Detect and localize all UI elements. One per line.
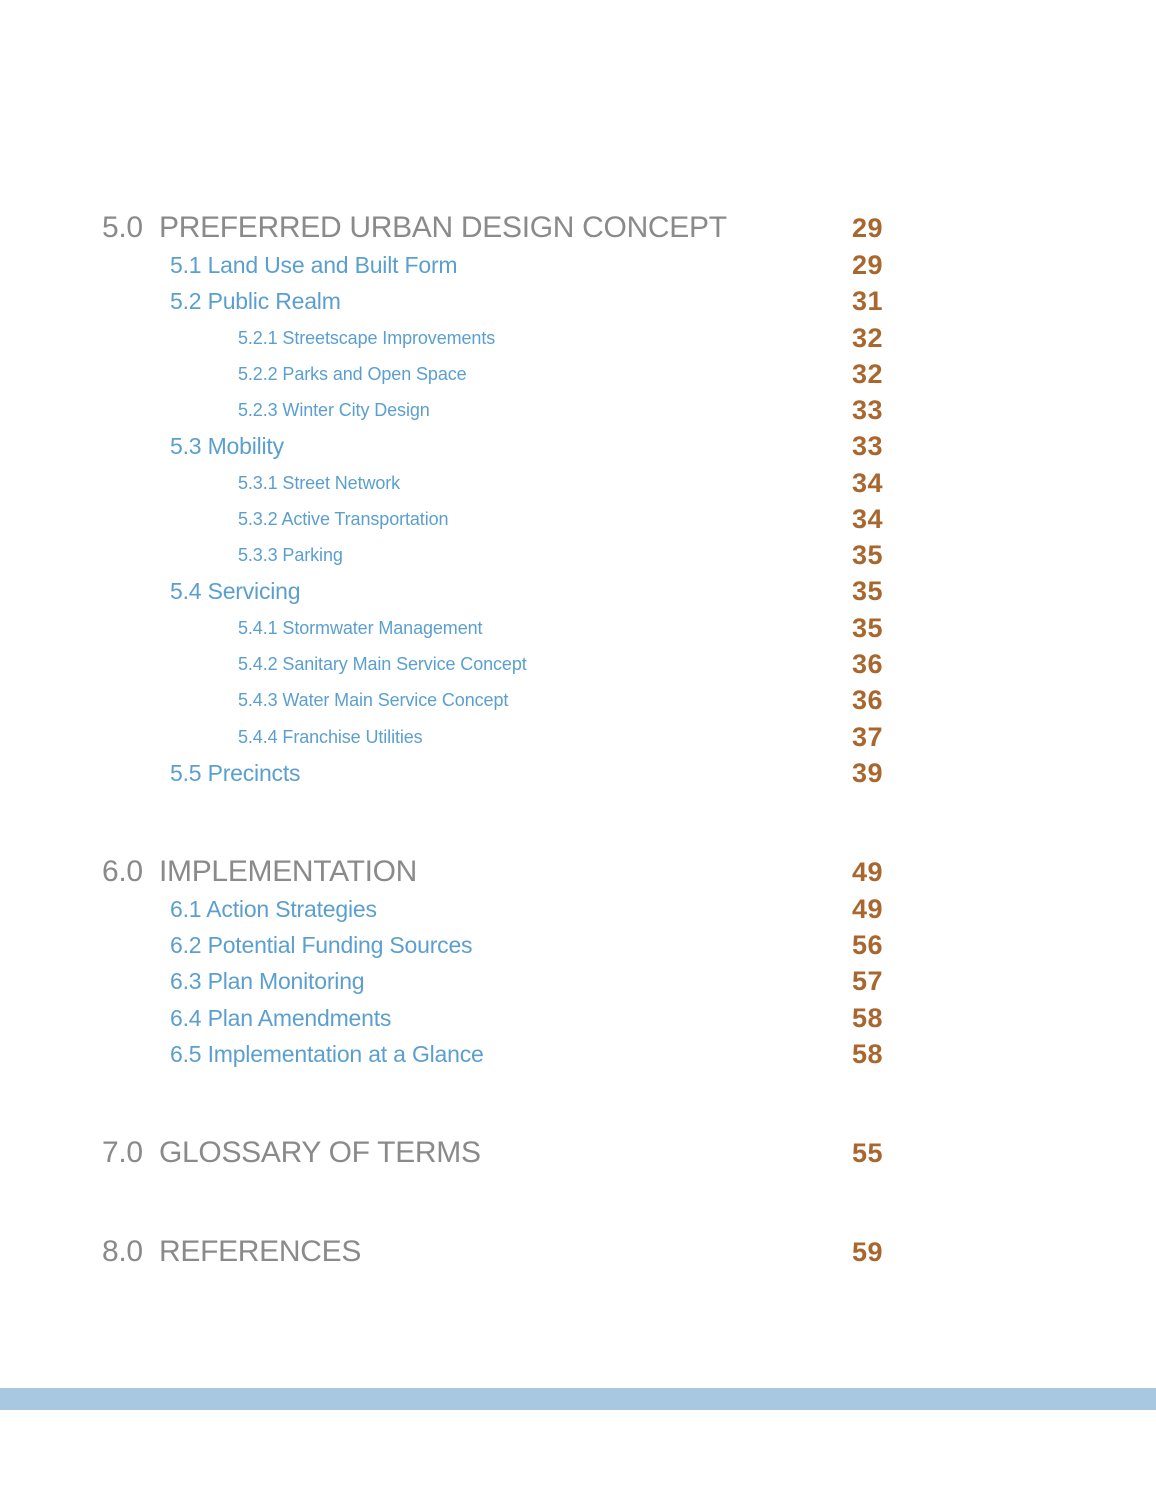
toc-entry-label: 5.3 Mobility	[170, 432, 284, 459]
toc-section-6[interactable]	[0, 854, 1156, 890]
page-number: 32	[851, 358, 883, 389]
page-number: 49	[851, 893, 883, 924]
page-number: 49	[851, 856, 883, 887]
section-title: PREFERRED URBAN DESIGN CONCEPT	[159, 211, 727, 244]
toc-entry-label: 6.3 Plan Monitoring	[170, 967, 365, 994]
section-title: GLOSSARY OF TERMS	[159, 1136, 481, 1169]
toc-subentry[interactable]	[0, 465, 1156, 501]
toc-entry-label: 6.5 Implementation at a Glance	[170, 1040, 484, 1067]
toc-subentry[interactable]	[0, 719, 1156, 755]
toc-entry-label: 5.1 Land Use and Built Form	[170, 251, 458, 278]
toc-subentry[interactable]	[0, 610, 1156, 646]
page-number: 35	[851, 575, 883, 606]
footer-bar	[0, 1388, 1156, 1410]
page-number: 34	[851, 467, 883, 498]
toc-entry[interactable]	[0, 247, 1156, 283]
toc-subentry[interactable]	[0, 537, 1156, 573]
toc-subentry[interactable]	[0, 646, 1156, 682]
toc-section-5[interactable]	[0, 210, 1156, 246]
toc-subentry-label: 5.4.2 Sanitary Main Service Concept	[238, 653, 527, 674]
section-number: 6.0	[102, 855, 143, 888]
toc-entry[interactable]	[0, 755, 1156, 791]
page-number: 31	[851, 285, 883, 316]
page-number: 33	[851, 430, 883, 461]
page-number: 34	[851, 503, 883, 534]
section-title: IMPLEMENTATION	[159, 855, 418, 888]
toc-subentry[interactable]	[0, 356, 1156, 392]
page-number: 59	[851, 1236, 883, 1267]
toc-subentry[interactable]	[0, 392, 1156, 428]
page-number: 58	[851, 1002, 883, 1033]
toc-entry[interactable]	[0, 283, 1156, 319]
toc-entry[interactable]	[0, 963, 1156, 999]
page-number: 39	[851, 757, 883, 788]
toc-entry-label: 5.4 Servicing	[170, 577, 301, 604]
toc-subentry-label: 5.2.1 Streetscape Improvements	[238, 327, 496, 348]
toc-subentry-label: 5.2.3 Winter City Design	[238, 399, 430, 420]
toc-subentry-label: 5.4.1 Stormwater Management	[238, 617, 483, 638]
toc-subentry-label: 5.4.4 Franchise Utilities	[238, 726, 423, 747]
toc-entry[interactable]	[0, 891, 1156, 927]
page-number: 35	[851, 612, 883, 643]
toc-entry[interactable]	[0, 1036, 1156, 1072]
section-title: REFERENCES	[159, 1235, 362, 1268]
toc-entry-label: 5.5 Precincts	[170, 759, 301, 786]
page-number: 36	[851, 684, 883, 715]
toc-subentry[interactable]	[0, 682, 1156, 718]
toc-entry[interactable]	[0, 428, 1156, 464]
page-number: 32	[851, 322, 883, 353]
toc-section-7[interactable]	[0, 1135, 1156, 1171]
page-number: 55	[851, 1137, 883, 1168]
page-number: 29	[851, 212, 883, 243]
section-heading	[102, 1235, 361, 1269]
page-number: 57	[851, 965, 883, 996]
toc-subentry-label: 5.3.2 Active Transportation	[238, 508, 449, 529]
toc-entry-label: 6.2 Potential Funding Sources	[170, 931, 473, 958]
page-number: 33	[851, 394, 883, 425]
page-number: 58	[851, 1038, 883, 1069]
toc-subentry-label: 5.3.1 Street Network	[238, 472, 401, 493]
toc-subentry-label: 5.2.2 Parks and Open Space	[238, 363, 467, 384]
section-heading	[102, 855, 417, 889]
toc-entry[interactable]	[0, 573, 1156, 609]
section-heading	[102, 1136, 481, 1170]
toc-entry[interactable]	[0, 1000, 1156, 1036]
page-number: 37	[851, 721, 883, 752]
page-number: 36	[851, 648, 883, 679]
section-number: 8.0	[102, 1235, 143, 1268]
toc-entry-label: 6.1 Action Strategies	[170, 895, 377, 922]
toc-subentry[interactable]	[0, 320, 1156, 356]
page-number: 35	[851, 539, 883, 570]
toc-entry-label: 6.4 Plan Amendments	[170, 1004, 392, 1031]
section-number: 7.0	[102, 1136, 143, 1169]
toc-section-8[interactable]	[0, 1234, 1156, 1270]
toc-entry-label: 5.2 Public Realm	[170, 287, 341, 314]
page-number: 56	[851, 929, 883, 960]
section-heading	[102, 211, 727, 245]
toc-entry[interactable]	[0, 927, 1156, 963]
page-number: 29	[851, 249, 883, 280]
toc-subentry[interactable]	[0, 501, 1156, 537]
toc-subentry-label: 5.3.3 Parking	[238, 544, 343, 565]
section-number: 5.0	[102, 211, 143, 244]
toc-subentry-label: 5.4.3 Water Main Service Concept	[238, 689, 509, 710]
